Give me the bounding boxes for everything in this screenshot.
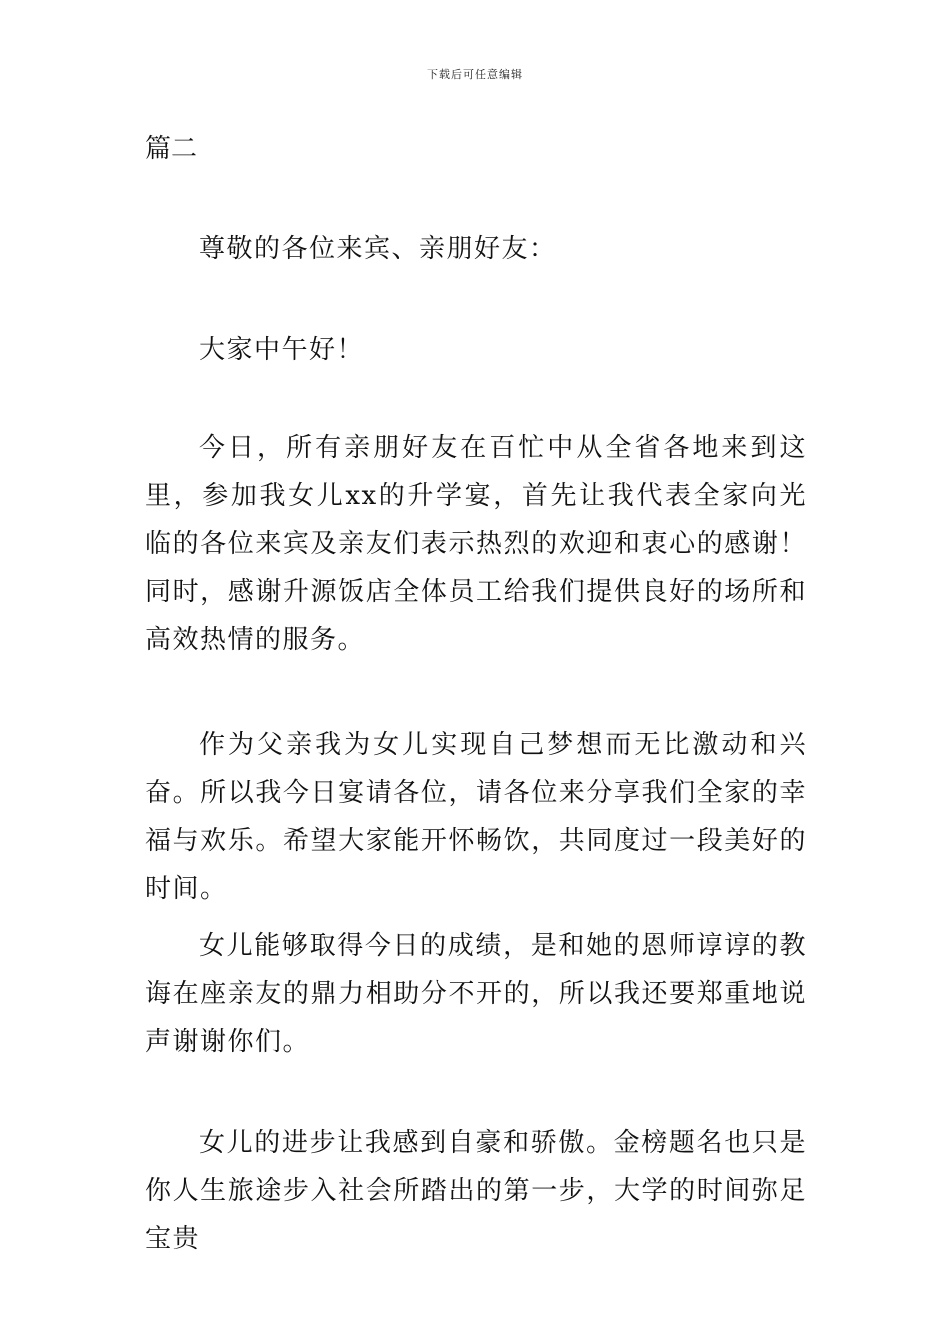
body-paragraph-2: 作为父亲我为女儿实现自己梦想而无比激动和兴奋。所以我今日宴请各位，请各位来分享我们全家的幸福与欢乐。希望大家能开怀畅饮，共同度过一段美好的时间。	[145, 730, 807, 904]
body-paragraph-1: 今日，所有亲朋好友在百忙中从全省各地来到这里，参加我女儿xx的升学宴，首先让我代表全家向光临的各位来宾及亲友们表示热烈的欢迎和衷心的感谢！同时，感谢升源饭店全体员工给我们提供良好的场所和高效热情的服务。	[145, 433, 807, 655]
page-header: 下载后可任意编辑	[427, 68, 523, 81]
salutation-paragraph: 大家中午好！	[199, 335, 365, 365]
section-title: 篇二	[145, 134, 198, 164]
body-paragraph-4: 女儿的进步让我感到自豪和骄傲。金榜题名也只是你人生旅途步入社会所踏出的第一步，大学的时间弥足宝贵	[145, 1128, 807, 1254]
greeting-paragraph: 尊敬的各位来宾、亲朋好友：	[199, 234, 557, 264]
body-paragraph-3: 女儿能够取得今日的成绩，是和她的恩师谆谆的教诲在座亲友的鼎力相助分不开的，所以我还要郑重地说声谢谢你们。	[145, 931, 807, 1057]
